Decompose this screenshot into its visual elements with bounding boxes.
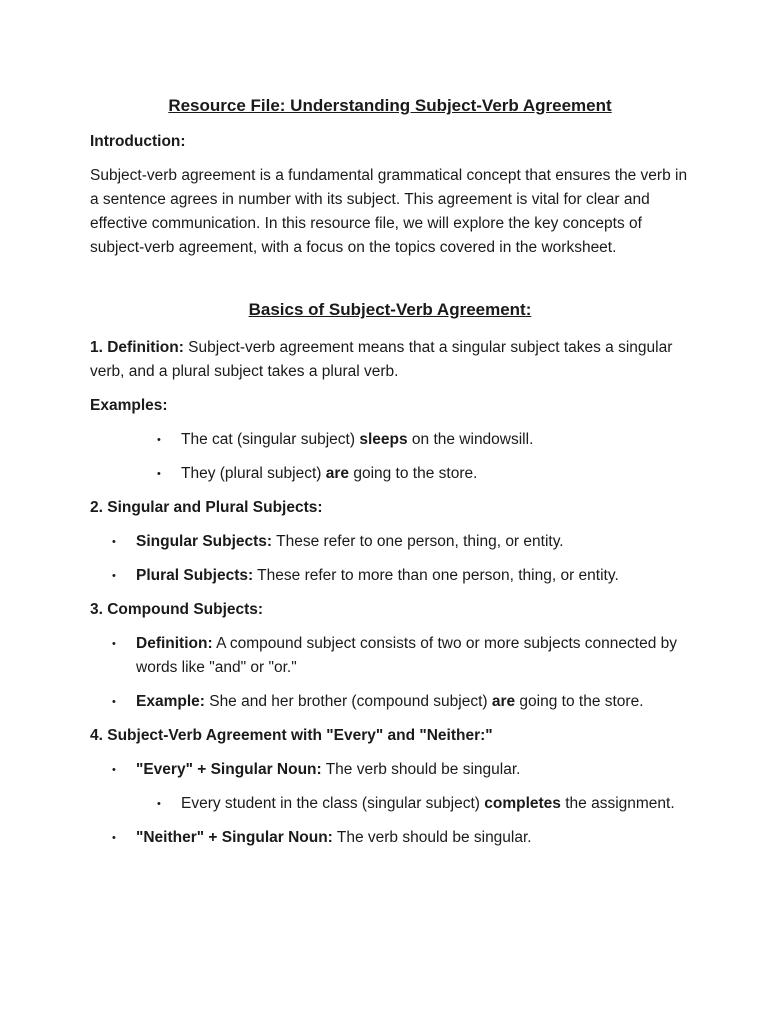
document-title: Resource File: Understanding Subject-Verb Agreement (168, 96, 612, 115)
bullet-icon: • (112, 638, 116, 650)
example-text-pre: The cat (singular subject) (181, 431, 360, 448)
bullet-icon: • (157, 798, 161, 810)
list-item (90, 428, 690, 452)
item-text-post: going to the store. (515, 693, 644, 710)
item-text: These refer to more than one person, thing, or entity. (253, 567, 619, 584)
list-item (90, 564, 690, 588)
example-text-post: going to the store. (349, 465, 478, 482)
bullet-icon: • (112, 764, 116, 776)
bullet-icon: • (112, 832, 116, 844)
list-item (90, 530, 690, 554)
item-label: Example: (136, 693, 205, 710)
list-item (90, 792, 690, 816)
list-item (90, 758, 690, 782)
intro-heading: Introduction: (90, 133, 186, 150)
item-text: The verb should be singular. (332, 829, 532, 846)
intro-paragraph: Subject-verb agreement is a fundamental grammatical concept that ensures the verb in a sentence agrees in number with its subject. This agreement is vital for clear and effective communication. In this resource file, we will explore the key concepts of subject-verb agreement, with a focus on the topics covered in the worksheet. (90, 167, 688, 256)
bullet-icon: • (157, 468, 161, 480)
item-label: "Every" + Singular Noun: (136, 761, 322, 778)
item-label: "Neither" + Singular Noun: (136, 829, 333, 846)
every-neither-heading: 4. Subject-Verb Agreement with "Every" and "Neither:" (90, 727, 493, 744)
example-verb: sleeps (359, 431, 408, 448)
singular-plural-heading: 2. Singular and Plural Subjects: (90, 499, 323, 516)
item-text-pre: She and her brother (compound subject) (204, 693, 492, 710)
example-text-post: on the windowsill. (407, 431, 534, 448)
document-body (90, 94, 690, 860)
basics-section-title: Basics of Subject-Verb Agreement: (248, 300, 532, 319)
example-verb: completes (484, 795, 561, 812)
item-text: A compound subject consists of two or more subjects connected by words like "and" or "or." (136, 635, 678, 676)
examples-heading: Examples: (90, 397, 168, 414)
definition-paragraph (90, 336, 690, 384)
item-label: Plural Subjects: (136, 567, 254, 584)
bullet-icon: • (112, 696, 116, 708)
example-text-pre: Every student in the class (singular subject) (181, 795, 485, 812)
bullet-icon: • (112, 570, 116, 582)
example-verb: are (325, 465, 350, 482)
example-text-pre: They (plural subject) (181, 465, 326, 482)
item-text: The verb should be singular. (321, 761, 521, 778)
item-verb: are (491, 693, 516, 710)
definition-text: Subject-verb agreement means that a singular subject takes a singular verb, and a plural subject takes a plural verb. (90, 339, 673, 380)
item-label: Singular Subjects: (136, 533, 273, 550)
list-item (90, 462, 690, 486)
list-item (90, 826, 690, 850)
item-label: Definition: (136, 635, 213, 652)
list-item (90, 690, 690, 714)
bullet-icon: • (112, 536, 116, 548)
example-text-post: the assignment. (560, 795, 675, 812)
item-text: These refer to one person, thing, or entity. (272, 533, 564, 550)
bullet-icon: • (157, 434, 161, 446)
compound-heading: 3. Compound Subjects: (90, 601, 264, 618)
definition-label: 1. Definition: (90, 339, 184, 356)
list-item (90, 632, 690, 680)
